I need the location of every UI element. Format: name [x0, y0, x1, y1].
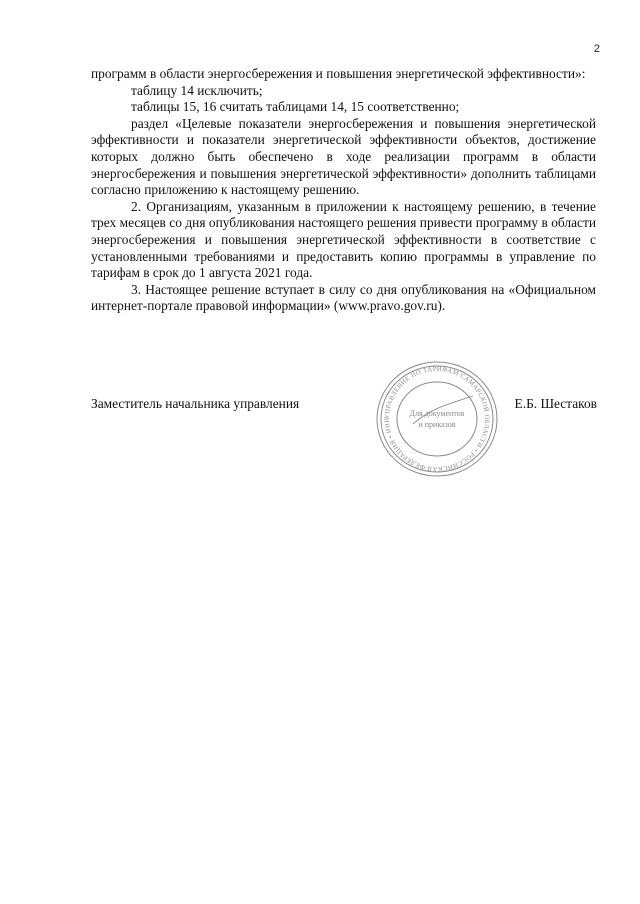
stamp-center-line: и приказов: [418, 420, 456, 429]
stamp-center-line: Для документов: [409, 409, 465, 418]
paragraph: таблицы 15, 16 считать таблицами 14, 15 соответственно;: [131, 99, 460, 115]
paragraph: программ в области энергосбережения и повышения энергетической эффективности»:: [91, 66, 586, 81]
stamp-ring-text: УПРАВЛЕНИЕ ПО ТАРИФАМ САМАРСКОЙ ОБЛАСТИ • РОССИЙСКАЯ ФЕДЕРАЦИЯ • ИНН: [383, 365, 491, 473]
paragraph: 3. Настоящее решение вступает в силу со дня опубликования на «Официальном интернет-портале правовой информации» (www.pravo.gov.ru).: [91, 281, 596, 314]
official-stamp: [373, 358, 501, 480]
paragraph: 2. Организациям, указанным в приложении к настоящему решению, в течение трех месяцев со дня опубликования настоящего решения привести программу в области энергосбережения и повышения энергетической эффективности в соответствие с установленными требованиями и предоставить копию программы в управление по тарифам в срок до 1 августа 2021 года.: [91, 198, 596, 281]
signer-name: Е.Б. Шестаков: [514, 396, 597, 411]
page-number: 2: [593, 43, 600, 55]
paragraph: таблицу 14 исключить;: [131, 82, 263, 98]
signature-block: [91, 396, 597, 416]
paragraph: раздел «Целевые показатели энергосбережения и повышения энергетической эффективности и показатели энергетической эффективности объектов, достижение которых должно быть обеспечено в ходе реализации программ в области энергосбережения и повышения энергетической эффективности» дополнить таблицами согласно приложению к настоящему решению.: [91, 115, 596, 198]
document-body: [91, 66, 596, 315]
signer-position: Заместитель начальника управления: [91, 396, 300, 411]
